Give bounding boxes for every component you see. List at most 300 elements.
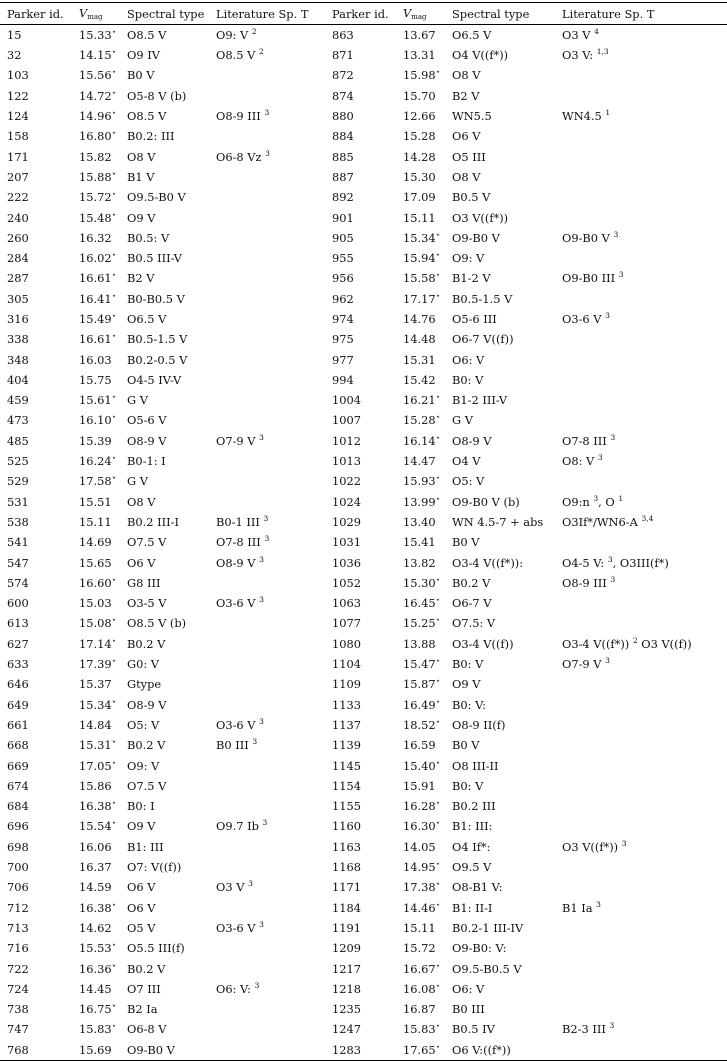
estimated-star-marker: ⋆ [111, 128, 117, 138]
vmag-cell [396, 715, 445, 735]
parker-id-cell: 768 [0, 1040, 72, 1061]
table-row [0, 593, 727, 613]
parker-id-cell: 955 [332, 251, 354, 266]
vmag-cell [396, 45, 445, 65]
vmag-value: 13.82 [403, 555, 436, 570]
spectral-type-cell: O8.5 V (b) [127, 616, 187, 631]
spectral-type-cell: B0.5 III-V [127, 251, 182, 266]
spectral-type-cell: O8.5 V [127, 109, 167, 124]
table-row [0, 228, 727, 248]
literature-sp-cell [555, 248, 727, 268]
spectral-type-cell: O9-B0 V (b) [452, 494, 520, 509]
parker-id-cell: 158 [7, 129, 29, 144]
literature-reference: 3 [259, 595, 264, 605]
vmag-cell [396, 370, 445, 390]
vmag-cell [72, 837, 120, 857]
literature-sp-cell [209, 106, 325, 126]
vmag-value: 15.11 [79, 514, 112, 529]
table-row [0, 634, 727, 654]
literature-sp-cell [555, 187, 727, 207]
estimated-star-marker: ⋆ [435, 899, 441, 909]
spectral-type-cell: B0: V [452, 372, 484, 387]
vmag-value: 13.88 [403, 636, 436, 651]
table-row [0, 837, 727, 857]
literature-sp-cell [555, 65, 727, 85]
parker-id-cell: 901 [332, 210, 354, 225]
spectral-type-cell: B0-B0.5 V [127, 291, 185, 306]
spectral-type-cell: O4 If*: [452, 839, 491, 854]
spectral-type-cell: O8-B1 V: [452, 880, 503, 895]
table-row [0, 715, 727, 735]
estimated-star-marker: ⋆ [435, 656, 441, 666]
vmag-value: 14.96 [79, 109, 112, 124]
vmag-cell [72, 776, 120, 796]
parker-id-cell: 404 [7, 372, 29, 387]
spectral-type-cell: O8 V [127, 149, 156, 164]
vmag-value: 17.05 [79, 758, 112, 773]
spectral-type-cell: O6 V [127, 900, 156, 915]
parker-id-cell: 1155 [332, 799, 361, 814]
spectral-type-cell: O9.5-B0.5 V [452, 961, 522, 976]
vmag-value: 14.28 [403, 149, 436, 164]
vmag-cell [72, 289, 120, 309]
spectral-type-cell: G8 III [127, 575, 161, 590]
table-row [0, 695, 727, 715]
vmag-cell [72, 410, 120, 430]
vmag-cell [72, 329, 120, 349]
table-row [0, 289, 727, 309]
literature-sp-cell [555, 837, 727, 857]
vmag-cell [396, 613, 445, 633]
vmag-value: 16.02 [79, 251, 112, 266]
spectral-type-cell: O3 V((f*)) [452, 210, 509, 225]
spectral-type-cell: O5-6 III [452, 312, 497, 326]
parker-id-cell: 541 [7, 535, 29, 550]
spectral-type-cell: O6 V [127, 880, 156, 895]
vmag-cell [72, 958, 120, 978]
literature-sp-cell [209, 410, 325, 430]
spectral-type-cell: O6-8 V [127, 1022, 167, 1037]
vmag-cell [396, 816, 445, 836]
parker-id-cell: 684 [7, 799, 29, 814]
parker-id-cell: 887 [332, 169, 354, 184]
vmag-cell [396, 877, 445, 897]
spectral-type-cell: B0-1: I [127, 454, 166, 469]
vmag-cell [396, 695, 445, 715]
literature-reference: 3 [259, 716, 264, 726]
table-row [0, 370, 727, 390]
vmag-value: 16.61 [79, 271, 112, 286]
vmag-value: 15.11 [403, 210, 436, 225]
parker-id-cell: 646 [7, 677, 29, 692]
spectral-type-cell: B1 V [127, 169, 155, 184]
vmag-value: 15.94 [403, 251, 436, 266]
table-row [0, 167, 727, 187]
vmag-cell [72, 938, 120, 958]
literature-sp-cell [555, 674, 727, 694]
spectral-type-cell: B0: I [127, 799, 155, 814]
parker-id-cell: 977 [332, 352, 354, 367]
literature-sp-cell [555, 938, 727, 958]
spectral-type-table [0, 2, 727, 1061]
vmag-value: 15.34 [403, 230, 436, 245]
spectral-type-cell: B0 V [452, 535, 480, 550]
literature-sp-cell [209, 126, 325, 146]
parker-id-cell: 1029 [332, 514, 361, 529]
vmag-cell [72, 228, 120, 248]
literature-reference: 2 [258, 47, 264, 57]
parker-id-cell: 538 [7, 514, 29, 529]
parker-id-cell: 122 [7, 88, 29, 103]
literature-sp-value: B2-3 III [562, 1022, 606, 1037]
spectral-type-cell: B0.2-0.5 V [127, 352, 188, 367]
spectral-type-cell: O8-9 V [452, 433, 492, 448]
vmag-value: 15.33 [79, 28, 112, 42]
estimated-star-marker: ⋆ [435, 229, 441, 239]
literature-sp-value: O9.7 Ib [216, 819, 259, 834]
vmag-value: 14.62 [79, 920, 112, 935]
table-row [0, 187, 727, 207]
estimated-star-marker: ⋆ [111, 392, 117, 402]
vmag-cell [396, 207, 445, 227]
estimated-star-marker: ⋆ [111, 737, 117, 747]
vmag-cell [72, 65, 120, 85]
vmag-value: 16.03 [79, 352, 112, 367]
table-row [0, 1019, 727, 1039]
spectral-type-cell: B0.5-1.5 V [127, 332, 188, 347]
spectral-type-cell: O7.5 V [127, 535, 167, 550]
literature-sp-cell [555, 755, 727, 775]
literature-sp-cell [555, 573, 727, 593]
estimated-star-marker: ⋆ [111, 270, 117, 280]
vmag-cell [396, 349, 445, 369]
literature-sp-value: O8.5 V [216, 48, 256, 63]
vmag-cell [396, 431, 445, 451]
parker-id-cell: 531 [7, 494, 29, 509]
vmag-cell [72, 1019, 120, 1039]
vmag-value: 15.28 [403, 129, 436, 144]
parker-id-cell: 207 [7, 169, 29, 184]
spectral-type-cell: O9 V [127, 819, 156, 834]
vmag-cell [72, 126, 120, 146]
vmag-value: 15.98 [403, 68, 436, 83]
vmag-value: 16.59 [403, 738, 436, 753]
spectral-type-cell: O8-9 II(f) [452, 717, 506, 732]
estimated-star-marker: ⋆ [111, 696, 117, 706]
literature-sp-cell [555, 979, 727, 999]
vmag-value: 15.72 [79, 190, 112, 205]
literature-sp-cell [209, 187, 325, 207]
parker-id-cell: 1209 [332, 941, 361, 956]
vmag-value: 15.03 [79, 596, 112, 611]
spectral-type-cell: O8 V [452, 68, 481, 83]
literature-reference: 3 [248, 879, 253, 889]
table-row [0, 431, 727, 451]
header-vmag-symbol: V [403, 6, 412, 20]
vmag-value: 15.53 [79, 941, 112, 956]
vmag-value: 14.05 [403, 839, 436, 854]
parker-id-cell: 627 [7, 636, 29, 651]
vmag-value: 16.80 [79, 129, 112, 144]
literature-reference: 2 [251, 27, 257, 36]
parker-id-cell: 905 [332, 230, 354, 245]
parker-id-cell: 884 [332, 129, 354, 144]
vmag-cell [396, 289, 445, 309]
spectral-type-cell: B0.2: III [127, 129, 175, 144]
literature-sp-cell [209, 471, 325, 491]
header-row [0, 3, 727, 25]
literature-sp-cell [555, 207, 727, 227]
estimated-star-marker: ⋆ [111, 453, 117, 463]
vmag-value: 15.39 [79, 433, 112, 448]
spectral-type-cell: O9: V [127, 758, 160, 773]
spectral-type-cell: B1: III: [452, 819, 493, 834]
parker-id-cell: 1052 [332, 575, 361, 590]
literature-sp-cell [209, 45, 325, 65]
literature-sp-cell [209, 999, 325, 1019]
spectral-type-cell: O9.5 V [452, 860, 492, 875]
parker-id-cell: 600 [7, 596, 29, 611]
parker-id-cell: 240 [7, 210, 29, 225]
literature-sp-value: WN4.5 [562, 109, 602, 124]
parker-id-cell: 1191 [332, 920, 361, 935]
literature-sp-cell [555, 167, 727, 187]
literature-sp-cell [555, 431, 727, 451]
table-row [0, 410, 727, 430]
literature-sp-cell [209, 228, 325, 248]
estimated-star-marker: ⋆ [111, 331, 117, 341]
spectral-type-cell: O7.5: V [452, 616, 496, 631]
vmag-cell [396, 471, 445, 491]
parker-id-cell: 661 [7, 717, 29, 732]
literature-reference: 3 [607, 554, 613, 564]
parker-id-cell: 722 [7, 961, 29, 976]
vmag-cell [396, 512, 445, 532]
estimated-star-marker: ⋆ [111, 168, 117, 178]
literature-sp-cell [555, 593, 727, 613]
literature-sp-cell [209, 857, 325, 877]
literature-sp-cell [555, 958, 727, 978]
vmag-value: 15.83 [403, 1022, 436, 1037]
estimated-star-marker: ⋆ [111, 412, 117, 422]
vmag-cell [72, 248, 120, 268]
estimated-star-marker: ⋆ [435, 879, 441, 889]
spectral-type-cell: O3-4 V((f*)): [452, 555, 524, 570]
table-row [0, 207, 727, 227]
vmag-cell [72, 613, 120, 633]
parker-id-cell: 1168 [332, 860, 361, 875]
literature-sp-cell [555, 370, 727, 390]
literature-sp-cell [209, 573, 325, 593]
literature-sp-cell [555, 86, 727, 106]
vmag-cell [72, 695, 120, 715]
literature-reference: 3 [254, 980, 260, 990]
vmag-value: 13.31 [403, 48, 436, 63]
vmag-cell [396, 167, 445, 187]
vmag-value: 16.45 [403, 596, 436, 611]
literature-sp-cell [209, 86, 325, 106]
vmag-value: 15.25 [403, 616, 436, 631]
estimated-star-marker: ⋆ [111, 615, 117, 625]
vmag-value: 15.47 [403, 657, 436, 672]
parker-id-cell: 124 [7, 109, 29, 124]
literature-reference: 4 [594, 27, 599, 36]
parker-id-cell: 1218 [332, 981, 361, 996]
parker-id-cell: 713 [7, 920, 29, 935]
literature-sp-cell [555, 857, 727, 877]
spectral-type-cell: O5-8 V (b) [127, 88, 187, 103]
literature-sp-cell [555, 532, 727, 552]
parker-id-cell: 696 [7, 819, 29, 834]
literature-sp-extra: , O [598, 494, 615, 509]
parker-id-cell: 260 [7, 230, 29, 245]
vmag-cell [396, 796, 445, 816]
header-literature-sp-right: Literature Sp. T [555, 3, 727, 25]
vmag-cell [396, 492, 445, 512]
vmag-value: 15.86 [79, 778, 112, 793]
parker-id-cell: 473 [7, 413, 29, 428]
spectral-type-cell: O5: V [452, 474, 485, 489]
vmag-value: 15.88 [79, 169, 112, 184]
vmag-value: 14.48 [403, 332, 436, 347]
vmag-value: 15.61 [79, 393, 112, 408]
literature-sp-cell [209, 715, 325, 735]
literature-sp-value: O3-6 V [562, 312, 602, 326]
vmag-value: 17.38 [403, 880, 436, 895]
spectral-type-cell: O6-7 V((f)) [452, 332, 514, 347]
vmag-value: 17.17 [403, 291, 436, 306]
literature-sp-value: O3-6 V [216, 596, 256, 611]
table-row [0, 86, 727, 106]
vmag-value: 16.21 [403, 393, 436, 408]
vmag-cell [72, 309, 120, 329]
vmag-value: 16.30 [403, 819, 436, 834]
literature-sp-cell [209, 1040, 325, 1061]
literature-sp-cell [555, 146, 727, 166]
parker-id-cell: 459 [7, 393, 29, 408]
vmag-cell [396, 532, 445, 552]
parker-id-cell: 1160 [332, 819, 361, 834]
table-body [0, 25, 727, 1061]
estimated-star-marker: ⋆ [111, 940, 117, 950]
spectral-type-cell: B2 Ia [127, 1002, 158, 1017]
table-row [0, 958, 727, 978]
vmag-cell [72, 187, 120, 207]
literature-sp-cell [209, 695, 325, 715]
literature-sp-value: O7-8 III [216, 535, 261, 550]
estimated-star-marker: ⋆ [111, 757, 117, 767]
literature-sp-cell [555, 918, 727, 938]
estimated-star-marker: ⋆ [435, 432, 441, 442]
parker-id-cell: 32 [7, 48, 22, 63]
table-row [0, 573, 727, 593]
spectral-type-cell: O6 V:((f*)) [445, 1040, 555, 1061]
spectral-type-cell: O9 V [127, 210, 156, 225]
estimated-star-marker: ⋆ [111, 899, 117, 909]
parker-id-cell: 1163 [332, 839, 361, 854]
vmag-cell [396, 938, 445, 958]
literature-sp-value: O3-6 V [216, 717, 256, 732]
header-vmag-subscript: mag [411, 13, 427, 21]
table-row [0, 674, 727, 694]
vmag-value: 16.36 [79, 961, 112, 976]
vmag-cell [72, 86, 120, 106]
parker-id-cell: 1139 [332, 738, 361, 753]
spectral-type-cell: O7: V((f)) [127, 860, 182, 875]
literature-reference: 1 [605, 108, 611, 118]
estimated-star-marker: ⋆ [111, 87, 117, 97]
spectral-type-cell: O6 V [452, 129, 481, 144]
table-row [0, 1040, 727, 1061]
spectral-type-cell: O6 V [127, 555, 156, 570]
estimated-star-marker: ⋆ [435, 270, 441, 280]
parker-id-cell: 633 [7, 657, 29, 672]
table-row [0, 979, 727, 999]
literature-sp-value: O3 V [216, 880, 245, 895]
parker-id-cell: 316 [7, 312, 29, 326]
table-row [0, 552, 727, 572]
vmag-cell [72, 715, 120, 735]
parker-id-cell: 1133 [332, 697, 361, 712]
parker-id-cell: 1031 [332, 535, 361, 550]
parker-id-cell: 706 [7, 880, 29, 895]
vmag-value: 15.30 [403, 169, 436, 184]
literature-sp-cell [555, 877, 727, 897]
literature-sp-value: O9-B0 V [562, 230, 610, 245]
literature-sp-cell [209, 735, 325, 755]
literature-reference: 3 [596, 899, 601, 909]
table-row [0, 309, 727, 329]
literature-sp-cell [555, 492, 727, 512]
spectral-type-cell: G V [127, 474, 148, 489]
literature-sp-cell [555, 1040, 727, 1061]
spectral-type-cell: B1: III [127, 839, 164, 854]
vmag-cell [396, 146, 445, 166]
literature-sp-cell [555, 410, 727, 430]
vmag-value: 15.93 [403, 474, 436, 489]
vmag-value: 16.38 [79, 900, 112, 915]
literature-sp-cell [209, 309, 325, 329]
spectral-type-cell: O9-B0 V [120, 1040, 209, 1061]
vmag-value: 15.54 [79, 819, 112, 834]
literature-sp-value: O9-B0 III [562, 271, 616, 286]
spectral-type-cell: G V [127, 393, 148, 408]
parker-id-cell: 348 [7, 352, 29, 367]
parker-id-cell: 1013 [332, 454, 361, 469]
table-header [0, 3, 727, 25]
spectral-type-cell: O5-6 V [127, 413, 167, 428]
vmag-value: 15.31 [403, 352, 436, 367]
literature-sp-value: O3-4 V((f*)) [562, 636, 630, 651]
estimated-star-marker: ⋆ [435, 818, 441, 828]
parker-id-cell: 1184 [332, 900, 361, 915]
literature-sp-cell [555, 329, 727, 349]
parker-id-cell: 1004 [332, 393, 361, 408]
parker-id-cell: 863 [332, 28, 354, 42]
vmag-cell [72, 45, 120, 65]
spectral-type-cell: O9-B0 V [452, 230, 500, 245]
parker-id-cell: 698 [7, 839, 29, 854]
vmag-value: 15.31 [79, 738, 112, 753]
literature-sp-value: B0-1 III [216, 514, 260, 529]
vmag-cell [72, 918, 120, 938]
literature-sp-cell [555, 796, 727, 816]
literature-sp-value: B1 Ia [562, 900, 593, 915]
table-row [0, 65, 727, 85]
parker-id-cell: 892 [332, 190, 354, 205]
parker-id-cell: 338 [7, 332, 29, 347]
spectral-type-cell: O6.5 V [127, 312, 167, 326]
